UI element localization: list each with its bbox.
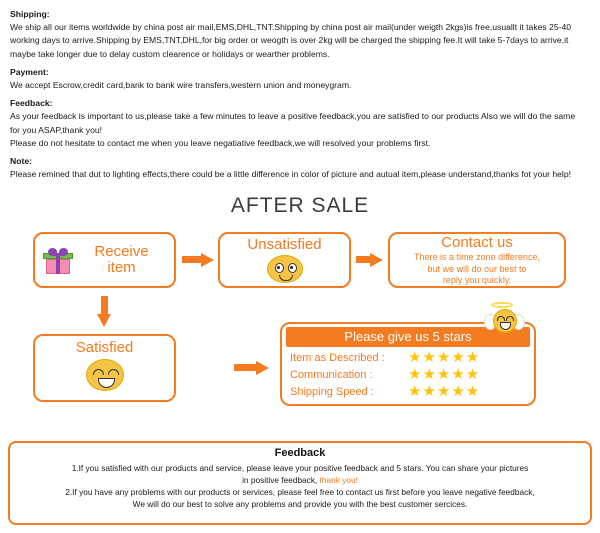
feedback-box-line-1: 1.If you satisfied with our products and service, please leave your positive feedback and 5 stars. You can share your pictures — [71, 463, 529, 473]
payment-heading: Payment: — [10, 66, 49, 77]
flow-box-contact-us — [388, 232, 566, 288]
flow-box-satisfied — [33, 334, 176, 402]
rating-row — [282, 349, 534, 366]
note-heading: Note: — [10, 156, 32, 167]
happy-face-icon — [86, 359, 124, 391]
shipping-line-1: We ship all our items worldwide by china post air mail,EMS,DHL,TNT.Shipping by china post air mail(under weigth 2kgs)is free,usuallt it takes 25-40 — [10, 22, 572, 33]
flow-box-unsatisfied-label: Unsatisfied — [247, 236, 322, 254]
rating-panel-header: Please give us 5 stars — [286, 327, 530, 347]
feedback-line-3: Please do not hesitate to contact me when you leave negatiative feedback,we will resolved your problems first. — [10, 137, 431, 148]
policy-text-block — [0, 0, 600, 180]
gift-icon — [43, 248, 73, 274]
arrow-right-tail — [234, 364, 256, 371]
flow-box-receive-item — [33, 232, 176, 288]
shipping-heading: Shipping: — [10, 9, 50, 19]
flow-box-receive-label: Receive item — [94, 242, 149, 277]
rating-row-label: Item as Described : — [290, 351, 385, 364]
feedback-box-thanks: thank you! — [319, 475, 358, 486]
flow-box-satisfied-label: Satisfied — [75, 339, 134, 357]
feedback-box-title: Feedback — [274, 447, 326, 459]
feedback-line-2: for you ASAP,thank you! — [10, 124, 103, 135]
feedback-box-line-3: 2.If you have any problems with our products or services, please feel free to contact us first before you leave negative feedback, — [65, 487, 535, 498]
arrow-right-icon — [256, 361, 269, 375]
rating-row-stars: ★★★★★ — [408, 366, 481, 384]
payment-line-1: We accept Escrow,credit card,bank to bank wire transfers,western union and moneygram. — [10, 80, 352, 91]
angel-face-icon — [484, 302, 534, 342]
flow-diagram — [0, 224, 600, 444]
rating-row-label: Communication : — [290, 368, 373, 381]
arrow-down-icon — [97, 314, 111, 327]
shipping-line-3: maybe take longer due to delay custom clearence or holidays or wearther problems. — [10, 48, 330, 59]
feedback-box-line-2-text: in positive feedback, — [242, 475, 318, 486]
arrow-right-tail — [182, 256, 201, 263]
flow-box-unsatisfied — [218, 232, 351, 288]
flow-box-contact-sub: There is a time zone difference, but we will do our best to reply you quickly. — [414, 252, 540, 285]
feedback-heading: Feedback: — [10, 98, 53, 109]
rating-row — [282, 383, 534, 400]
arrow-right-icon — [201, 253, 214, 267]
arrow-down-tail — [101, 296, 108, 314]
feedback-box-line-4: We will do our best to solve any problems and provide you with the best customer sercices. — [132, 499, 468, 510]
feedback-box — [8, 441, 592, 525]
arrow-right-tail — [356, 256, 370, 263]
arrow-right-icon — [370, 253, 383, 267]
feedback-line-1: As your feedback is important to us,please take a few minutes to leave a positive feedback,you are satisfied to our products Also we will do the same — [10, 111, 576, 122]
feedback-box-line-2 — [18, 474, 582, 486]
shipping-line-2: working days to arrive.Shipping by EMS,TNT,DHL,for big order or weogth is over 2kg will be charged the shipping fee.It will take 5-7days to arrive,it — [10, 35, 569, 46]
after-sale-title: AFTER SALE — [230, 194, 370, 218]
rating-row — [282, 366, 534, 383]
rating-row-stars: ★★★★★ — [408, 383, 481, 401]
note-line-1: Please remined that dut to lighting effects,there could be a little difference in color of picture and autual item,please understand,thanks fot your help! — [10, 169, 572, 180]
rating-row-label: Shipping Speed : — [290, 385, 374, 398]
sad-face-icon — [267, 255, 303, 283]
flow-box-contact-label: Contact us — [441, 233, 513, 251]
rating-row-stars: ★★★★★ — [408, 349, 481, 367]
